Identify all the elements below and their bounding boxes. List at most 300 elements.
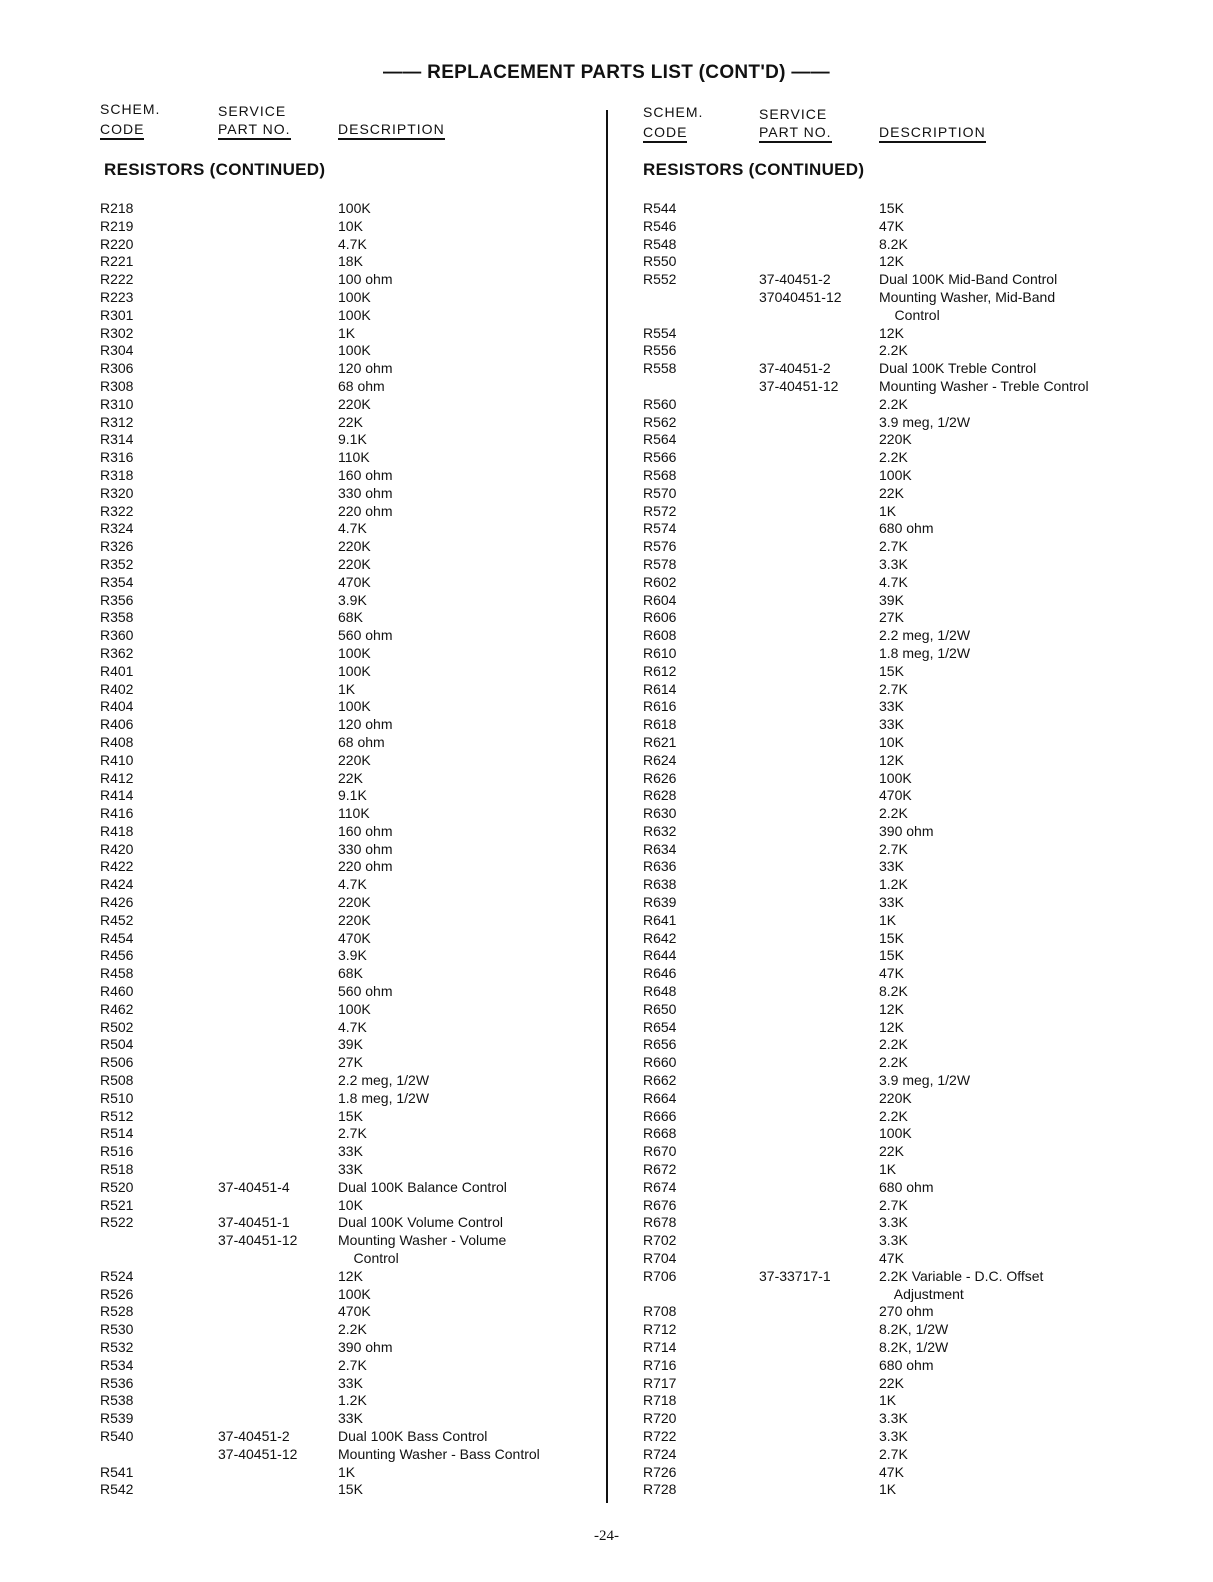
table-row [643,1019,1183,1037]
schem-code-cell: R524 [100,1267,134,1284]
description-cell: 2.2K [879,1036,908,1053]
schem-code-cell: R504 [100,1036,134,1053]
table-row [643,1446,1183,1464]
schem-code-cell: R722 [643,1427,677,1444]
schem-code-cell: R656 [643,1036,677,1053]
right-section-heading: RESISTORS (CONTINUED) [643,160,865,179]
table-row [100,1250,570,1268]
schem-code-cell: R324 [100,520,134,537]
schem-code-cell: R420 [100,840,134,857]
table-row [100,1410,570,1428]
table-row [643,681,1183,699]
schem-code-cell: R639 [643,894,677,911]
schem-code-cell: R402 [100,680,134,697]
service-part-cell: 37-40451-12 [218,1445,298,1462]
schem-code-cell: R401 [100,662,134,679]
schem-code-cell: R716 [643,1356,677,1373]
table-row [643,271,1183,289]
table-row [643,663,1183,681]
table-row [100,876,570,894]
table-row [100,1143,570,1161]
description-cell: 3.9 meg, 1/2W [879,1072,971,1089]
description-cell: 120 ohm [338,716,393,733]
schem-code-cell: R634 [643,840,677,857]
schem-code-cell: R422 [100,858,134,875]
description-cell: 15K [338,1107,363,1124]
description-cell: 100K [338,644,371,661]
table-row [643,841,1183,859]
schem-code-cell: R310 [100,395,134,412]
description-cell: 33K [879,858,904,875]
description-cell: 220K [338,395,371,412]
table-row [100,1036,570,1054]
description-cell: 100K [879,466,912,483]
schem-code-cell: R521 [100,1196,134,1213]
table-row [643,983,1183,1001]
schem-code-cell: R564 [643,431,677,448]
table-row [100,200,570,218]
schem-code-header-line2: CODE [643,123,687,143]
description-cell: Dual 100K Treble Control [879,360,1037,377]
schem-code-cell: R362 [100,644,134,661]
table-row [100,467,570,485]
schem-code-cell: R550 [643,253,677,270]
table-row [100,378,570,396]
schem-code-cell: R462 [100,1000,134,1017]
left-column-header [100,100,570,148]
description-cell: 1.2K [879,876,908,893]
description-cell: 15K [879,947,904,964]
schem-code-header-line2: CODE [100,120,144,140]
description-cell: 15K [879,929,904,946]
description-cell: 22K [338,413,363,430]
description-cell: 1K [879,502,897,519]
table-row [100,912,570,930]
description-cell: 390 ohm [338,1339,393,1355]
description-cell: 33K [879,698,904,715]
table-row [100,414,570,432]
table-row [100,1392,570,1410]
schem-code-cell: R412 [100,769,134,786]
description-cell: 1.2K [338,1392,367,1409]
description-cell: 470K [338,929,371,946]
right-parts-column [643,100,1183,1499]
table-row [100,253,570,271]
table-row [643,1268,1183,1286]
service-part-cell: 37040451-12 [759,288,842,305]
schem-code-cell: R308 [100,377,134,394]
schem-code-cell: R642 [643,929,677,946]
description-cell: 100K [338,1000,371,1017]
description-cell: 110K [338,449,370,466]
table-row [100,396,570,414]
schem-code-cell: R558 [643,360,677,377]
schem-code-cell: R542 [100,1481,134,1498]
schem-code-cell: R612 [643,662,677,679]
table-row [100,431,570,449]
table-row [100,1446,570,1464]
description-header: DESCRIPTION [879,123,986,143]
service-part-cell: 37-40451-4 [218,1178,290,1195]
description-cell: 2.7K [338,1125,367,1142]
schem-code-cell: R668 [643,1125,677,1142]
schem-code-cell: R552 [643,271,677,288]
description-cell: 220 ohm [338,858,393,875]
schem-code-cell: R616 [643,698,677,715]
schem-code-cell: R728 [643,1481,677,1498]
schem-code-cell: R566 [643,449,677,466]
schem-code-cell: R510 [100,1089,134,1106]
table-row [100,947,570,965]
table-row [643,716,1183,734]
schem-code-cell: R630 [643,805,677,822]
schem-code-cell: R646 [643,965,677,982]
schem-code-cell: R718 [643,1392,677,1409]
schem-code-cell: R654 [643,1018,677,1035]
schem-code-cell: R520 [100,1178,134,1195]
schem-code-cell: R678 [643,1214,677,1231]
schem-code-cell: R608 [643,627,677,644]
table-row [643,823,1183,841]
description-header: DESCRIPTION [338,120,445,140]
table-row [643,1303,1183,1321]
description-cell: 680 ohm [879,1178,934,1195]
table-row [643,414,1183,432]
table-row [100,271,570,289]
description-cell: 560 ohm [338,627,393,644]
service-part-cell: 37-40451-2 [759,271,831,288]
schem-code-cell: R352 [100,555,134,572]
table-row [643,556,1183,574]
schem-code-cell: R704 [643,1250,677,1267]
description-cell: 1K [879,1481,897,1498]
schem-code-cell: R610 [643,644,677,661]
description-cell: 33K [338,1161,363,1178]
table-row [643,218,1183,236]
table-row [643,894,1183,912]
schem-code-cell: R636 [643,858,677,875]
description-cell: 68 ohm [338,733,385,750]
description-cell: 39K [338,1036,363,1053]
table-row [100,1428,570,1446]
table-row [100,1108,570,1126]
table-row [100,1019,570,1037]
page-number: -24- [594,1528,619,1544]
description-cell: 1K [338,680,356,697]
schem-code-cell: R556 [643,342,677,359]
description-cell: 15K [338,1481,363,1498]
schem-code-header-line1: SCHEM. [100,101,161,117]
service-part-cell: 37-40451-2 [218,1427,290,1444]
schem-code-cell: R320 [100,484,134,501]
description-cell: Mounting Washer - Volume [338,1232,507,1249]
table-row [643,574,1183,592]
table-row [643,752,1183,770]
table-row [643,431,1183,449]
table-row [100,485,570,503]
table-row [100,1375,570,1393]
table-row [643,1214,1183,1232]
table-row [643,1339,1183,1357]
schem-code-cell: R560 [643,395,677,412]
table-row [643,1410,1183,1428]
schem-code-cell: R301 [100,306,134,323]
schem-code-cell: R526 [100,1285,134,1302]
description-cell: Dual 100K Balance Control [338,1178,507,1195]
table-row [643,645,1183,663]
schem-code-cell: R666 [643,1107,677,1124]
table-row [643,253,1183,271]
schem-code-cell: R662 [643,1072,677,1089]
description-cell: 68K [338,965,363,982]
schem-code-cell: R604 [643,591,677,608]
table-row [643,1090,1183,1108]
schem-code-cell: R514 [100,1125,134,1142]
table-row [100,805,570,823]
table-row [643,1143,1183,1161]
table-row [100,1268,570,1286]
table-row [643,1001,1183,1019]
table-row [100,894,570,912]
table-row [100,1321,570,1339]
table-row [100,1125,570,1143]
service-part-cell: 37-40451-2 [759,360,831,377]
description-cell: 560 ohm [338,983,393,1000]
schem-code-cell: R314 [100,431,134,448]
table-row [643,609,1183,627]
table-row [643,307,1183,325]
schem-code-cell: R720 [643,1410,677,1427]
description-cell: 68K [338,609,363,626]
description-cell: 12K [879,1000,904,1017]
description-cell: 27K [338,1054,363,1071]
description-cell: 8.2K [879,983,908,1000]
schem-code-cell: R512 [100,1107,134,1124]
description-cell: 2.7K [338,1356,367,1373]
schem-code-cell: R614 [643,680,677,697]
schem-code-cell: R574 [643,520,677,537]
schem-code-cell: R221 [100,253,134,270]
description-cell: 9.1K [338,787,367,804]
table-row [100,983,570,1001]
description-cell: 220 ohm [338,502,393,519]
table-row [643,325,1183,343]
description-cell: 4.7K [338,876,367,893]
description-cell: 33K [879,716,904,733]
schem-code-cell: R540 [100,1427,134,1444]
table-row [643,1125,1183,1143]
table-row [100,787,570,805]
table-row [643,200,1183,218]
schem-code-cell: R624 [643,751,677,768]
schem-code-cell: R632 [643,822,677,839]
schem-code-cell: R570 [643,484,677,501]
description-cell: 160 ohm [338,466,393,483]
description-cell: 470K [338,573,371,590]
description-cell: 2.2K [879,342,908,359]
schem-code-cell: R416 [100,805,134,822]
table-row [643,912,1183,930]
schem-code-cell: R222 [100,271,134,288]
table-row [643,1250,1183,1268]
description-cell: 2.2K [879,1054,908,1071]
description-cell: 39K [879,591,904,608]
schem-code-cell: R626 [643,769,677,786]
schem-code-cell: R302 [100,324,134,341]
left-parts-table [100,200,570,1499]
left-section-heading: RESISTORS (CONTINUED) [104,160,326,179]
description-cell: 4.7K [338,520,367,537]
table-row [100,770,570,788]
table-row [100,1090,570,1108]
schem-code-cell: R706 [643,1267,677,1284]
description-cell: 100K [338,342,371,359]
description-cell: 4.7K [338,1018,367,1035]
service-part-header-line2: PART NO. [759,123,832,143]
schem-code-header-line1: SCHEM. [643,104,704,120]
schem-code-cell: R660 [643,1054,677,1071]
table-row [643,787,1183,805]
schem-code-cell: R648 [643,983,677,1000]
description-cell: 33K [338,1374,363,1391]
schem-code-cell: R621 [643,733,677,750]
description-cell: 4.7K [879,573,908,590]
table-row [100,930,570,948]
description-cell: 100 ohm [338,271,393,288]
description-cell: 22K [879,1143,904,1160]
table-row [643,342,1183,360]
description-cell: 47K [879,1250,904,1267]
description-cell: 220K [338,751,371,768]
table-row [643,1197,1183,1215]
table-row [643,1481,1183,1499]
right-column-header [643,100,1183,148]
schem-code-cell: R306 [100,360,134,377]
description-cell: 2.2 meg, 1/2W [879,627,971,644]
description-cell: 2.2K Variable - D.C. Offset [879,1267,1044,1284]
table-row [100,965,570,983]
description-cell: 120 ohm [338,360,393,377]
description-cell: 10K [338,217,363,234]
description-cell: 1K [879,1392,897,1409]
schem-code-cell: R724 [643,1445,677,1462]
table-row [100,236,570,254]
description-cell: 10K [338,1196,363,1213]
description-cell: Mounting Washer, Mid-Band [879,288,1056,305]
description-cell: 160 ohm [338,822,393,839]
description-cell: 12K [879,751,904,768]
table-row [643,396,1183,414]
table-row [643,503,1183,521]
table-row [100,1357,570,1375]
description-cell: 8.2K, 1/2W [879,1339,949,1355]
description-cell: 27K [879,609,904,626]
description-cell: 15K [879,200,904,216]
table-row [100,681,570,699]
schem-code-cell: R572 [643,502,677,519]
description-cell: 100K [338,662,371,679]
schem-code-cell: R544 [643,200,677,216]
table-row [643,965,1183,983]
schem-code-cell: R502 [100,1018,134,1035]
schem-code-cell: R304 [100,342,134,359]
schem-code-cell: R712 [643,1321,677,1338]
table-row [100,574,570,592]
table-row [100,1303,570,1321]
service-part-cell: 37-33717-1 [759,1267,831,1284]
table-row [643,1232,1183,1250]
description-cell: 12K [879,1018,904,1035]
schem-code-cell: R578 [643,555,677,572]
left-parts-column [100,100,570,1499]
description-cell: 3.9 meg, 1/2W [879,413,971,430]
schem-code-cell: R318 [100,466,134,483]
table-row [100,307,570,325]
table-row [100,1339,570,1357]
description-cell: 330 ohm [338,840,393,857]
table-row [643,1428,1183,1446]
description-cell: 100K [879,769,912,786]
description-cell: 330 ohm [338,484,393,501]
description-cell: 3.3K [879,555,908,572]
schem-code-cell: R717 [643,1374,677,1391]
schem-code-cell: R532 [100,1339,134,1355]
description-cell: 220K [879,1089,912,1106]
schem-code-cell: R674 [643,1178,677,1195]
description-cell: 12K [338,1267,363,1284]
description-cell: 3.3K [879,1232,908,1249]
schem-code-cell: R541 [100,1463,134,1480]
table-row [100,823,570,841]
description-cell: Control [879,306,940,323]
column-divider [606,110,608,1503]
description-cell: 3.3K [879,1410,908,1427]
description-cell: 2.7K [879,840,908,857]
service-part-cell: 37-40451-12 [759,377,839,394]
right-parts-table [643,200,1183,1499]
table-row [643,1392,1183,1410]
description-cell: 10K [879,733,904,750]
description-cell: 33K [879,894,904,911]
table-row [643,930,1183,948]
description-cell: Adjustment [879,1285,964,1302]
table-row [100,645,570,663]
table-row [100,1197,570,1215]
table-row [643,1464,1183,1482]
table-row [100,503,570,521]
description-cell: 1K [879,1161,897,1178]
schem-code-cell: R708 [643,1303,677,1320]
schem-code-cell: R452 [100,911,134,928]
description-cell: 3.9K [338,947,367,964]
schem-code-cell: R726 [643,1463,677,1480]
description-cell: 2.2K [879,1107,908,1124]
description-cell: 15K [879,662,904,679]
description-cell: 220K [338,911,371,928]
schem-code-cell: R576 [643,538,677,555]
table-row [100,1232,570,1250]
table-row [643,1161,1183,1179]
schem-code-cell: R518 [100,1161,134,1178]
schem-code-cell: R414 [100,787,134,804]
schem-code-cell: R424 [100,876,134,893]
description-cell: 3.3K [879,1214,908,1231]
table-row [643,1375,1183,1393]
schem-code-cell: R354 [100,573,134,590]
table-row [643,289,1183,307]
description-cell: 220K [338,538,371,555]
description-cell: 47K [879,217,904,234]
